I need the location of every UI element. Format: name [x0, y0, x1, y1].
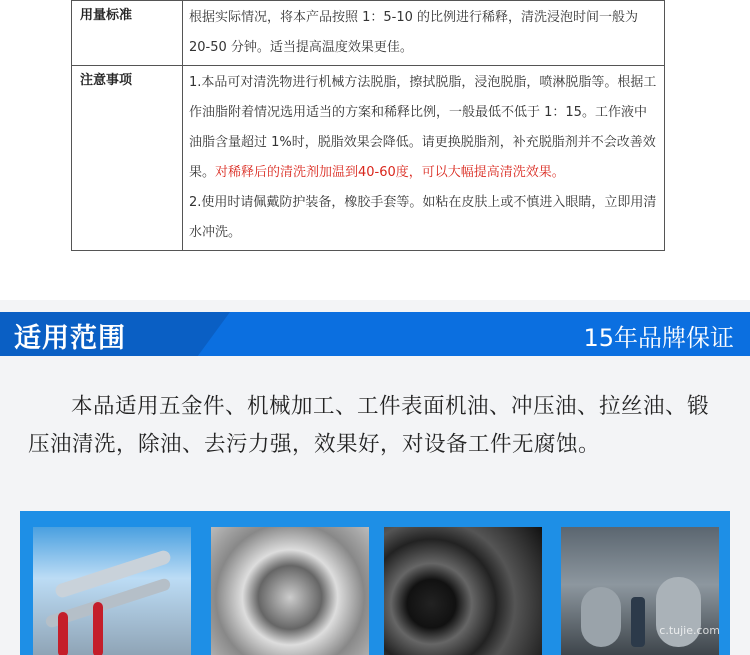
banner-title: 适用范围 — [14, 323, 126, 354]
section-banner — [0, 312, 750, 356]
spec-key: 注意事项 — [72, 66, 183, 251]
spec-text: 1.本品可对清洗物进行机械方法脱脂，擦拭脱脂，浸泡脱脂，喷淋脱脂等。根据工作油脂附着情况选用适当的方案和稀释比例，一般最低不低于 1：15。工作液中油脂含量超过 1%时，脱脂效果会降低。请更换脱脂剂，补充脱脂剂并不会改善效果。 — [189, 75, 657, 180]
photo-gallery — [20, 511, 730, 655]
spec-section — [0, 0, 750, 300]
spec-text: 根据实际情况，将本产品按照 1：5-10 的比例进行稀释，清洗浸泡时间一般为 20-50 分钟。适当提高温度效果更佳。 — [189, 10, 639, 55]
spec-row-usage — [72, 1, 665, 66]
steel-rings-photo — [211, 527, 369, 655]
spec-text: 2.使用时请佩戴防护装备，橡胶手套等。如粘在皮肤上或不慎进入眼睛，立即用清水冲洗。 — [189, 195, 657, 240]
spec-highlight: 对稀释后的清洗剂加温到40-60度，可以大幅提高清洗效果。 — [215, 165, 565, 180]
spec-key: 用量标准 — [72, 1, 183, 66]
spec-row-notes — [72, 66, 665, 251]
banner-slogan: 15年品牌保证 — [583, 324, 734, 352]
watermark: c.tujie.com — [659, 624, 720, 637]
pipes-photo — [33, 527, 191, 655]
usage-description: 本品适用五金件、机械加工、工件表面机油、冲压油、拉丝油、锻压油清洗，除油、去污力强，效果好，对设备工件无腐蚀。 — [28, 394, 710, 457]
spec-value — [183, 66, 665, 251]
spec-table — [71, 0, 665, 251]
spec-value — [183, 1, 665, 66]
black-pipes-photo — [384, 527, 542, 655]
